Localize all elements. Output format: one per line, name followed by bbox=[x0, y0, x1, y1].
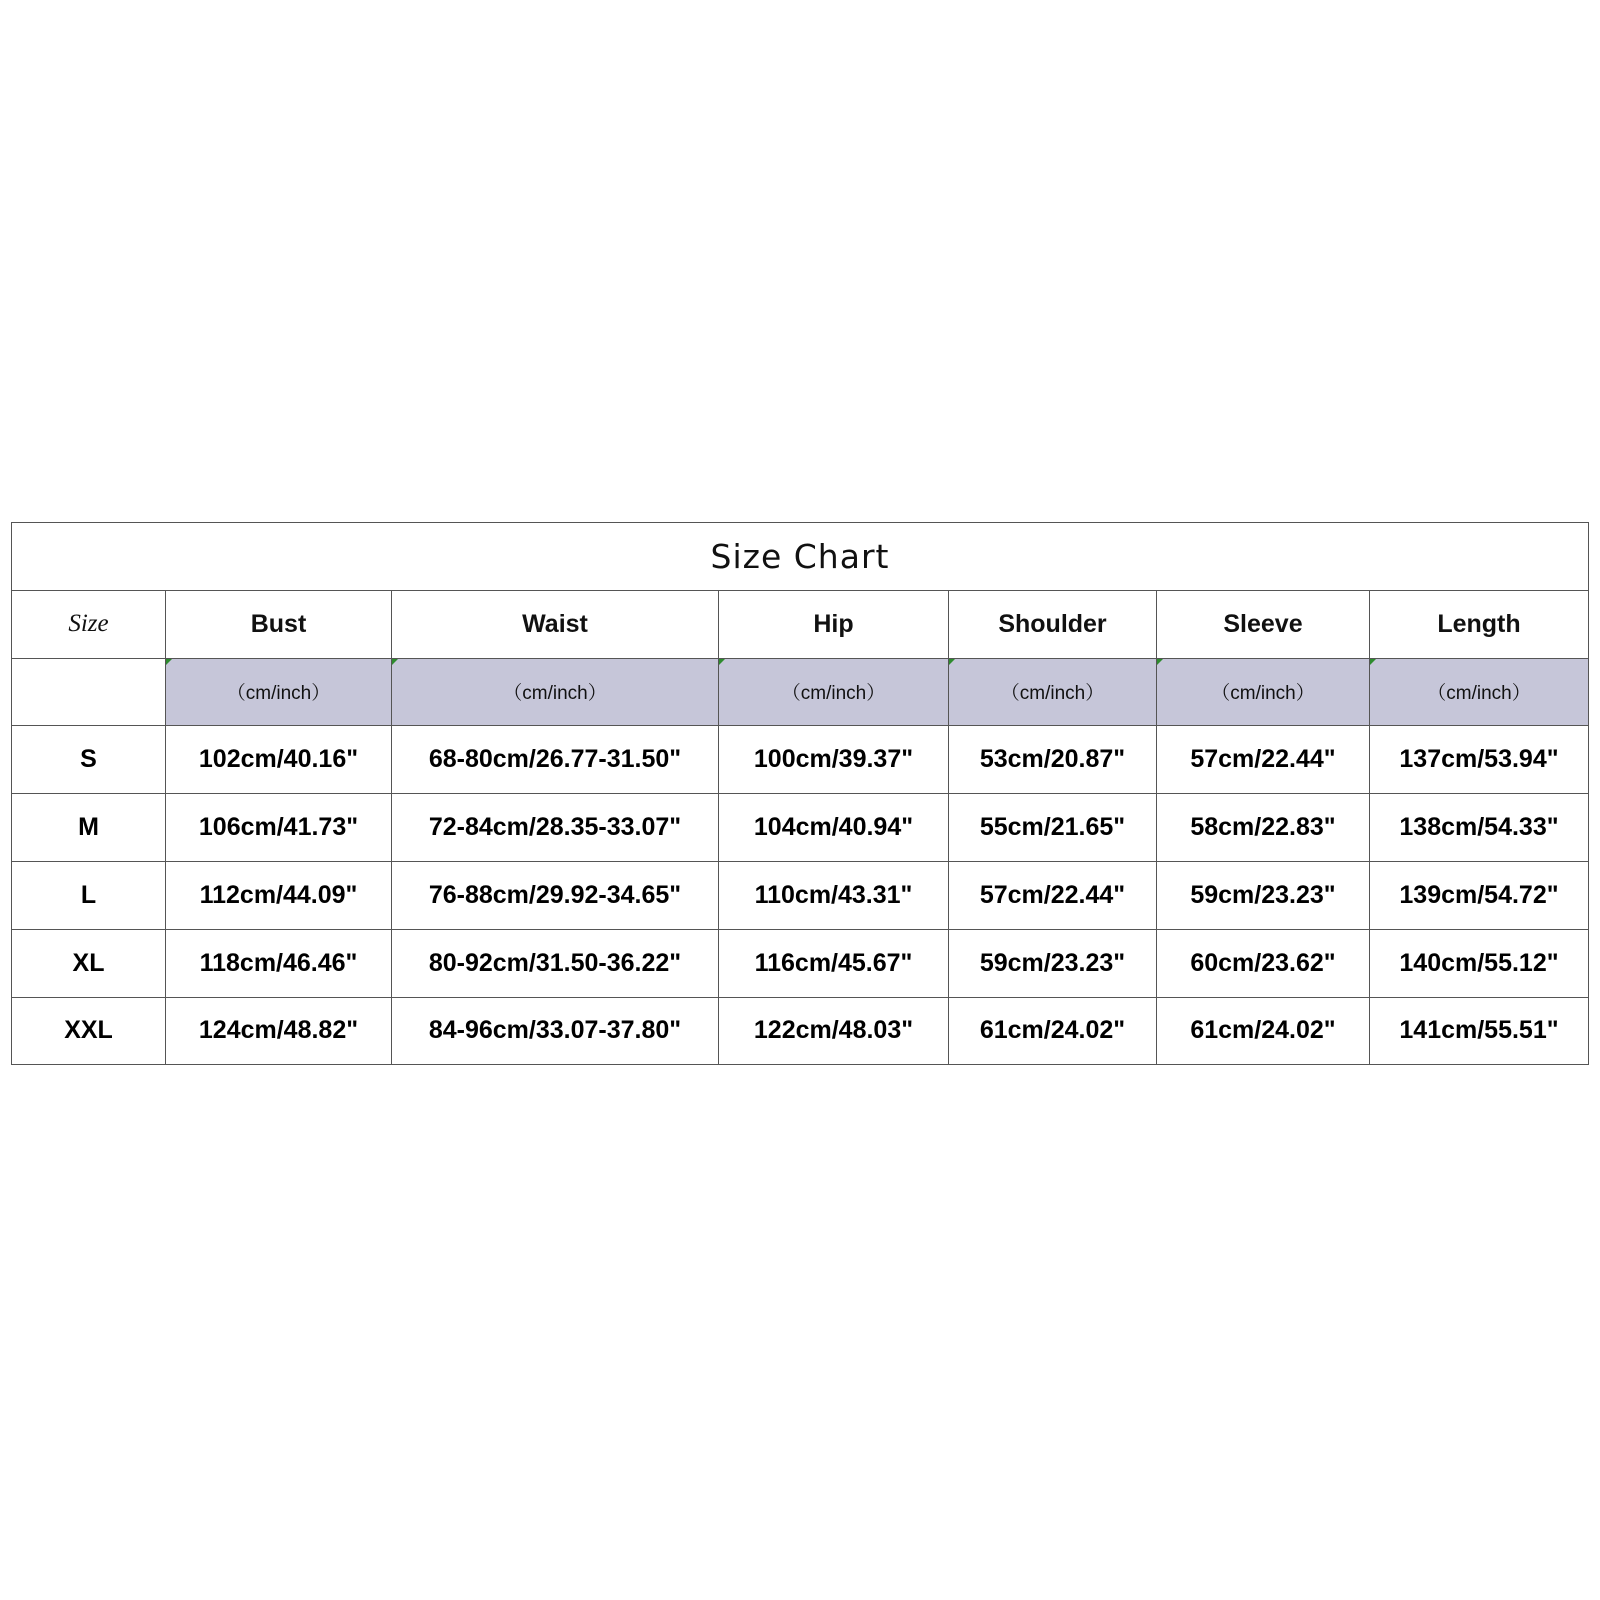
bust-cell: 106cm/41.73" bbox=[166, 794, 392, 862]
waist-cell: 72-84cm/28.35-33.07" bbox=[392, 794, 719, 862]
column-header-bust: Bust bbox=[166, 590, 392, 658]
column-header-waist: Waist bbox=[392, 590, 719, 658]
length-cell: 140cm/55.12" bbox=[1370, 929, 1589, 997]
table-row bbox=[12, 929, 1589, 997]
size-chart-table bbox=[11, 522, 1589, 1065]
unit-cell bbox=[166, 658, 392, 726]
waist-cell: 68-80cm/26.77-31.50" bbox=[392, 726, 719, 794]
waist-cell: 84-96cm/33.07-37.80" bbox=[392, 997, 719, 1065]
waist-cell: 80-92cm/31.50-36.22" bbox=[392, 929, 719, 997]
corner-marker bbox=[166, 659, 172, 665]
table-row bbox=[12, 726, 1589, 794]
length-cell: 138cm/54.33" bbox=[1370, 794, 1589, 862]
bust-cell: 118cm/46.46" bbox=[166, 929, 392, 997]
unit-label: （cm/inch） bbox=[1427, 683, 1531, 705]
shoulder-cell: 59cm/23.23" bbox=[949, 929, 1157, 997]
shoulder-cell: 57cm/22.44" bbox=[949, 861, 1157, 929]
length-cell: 139cm/54.72" bbox=[1370, 861, 1589, 929]
table-row bbox=[12, 794, 1589, 862]
shoulder-cell: 61cm/24.02" bbox=[949, 997, 1157, 1065]
sleeve-cell: 60cm/23.62" bbox=[1157, 929, 1370, 997]
unit-cell bbox=[1370, 658, 1589, 726]
unit-label: （cm/inch） bbox=[1211, 683, 1315, 705]
hip-cell: 104cm/40.94" bbox=[719, 794, 949, 862]
corner-marker bbox=[1370, 659, 1376, 665]
sleeve-cell: 58cm/22.83" bbox=[1157, 794, 1370, 862]
waist-cell: 76-88cm/29.92-34.65" bbox=[392, 861, 719, 929]
header-row bbox=[12, 590, 1589, 658]
bust-cell: 124cm/48.82" bbox=[166, 997, 392, 1065]
unit-row bbox=[12, 658, 1589, 726]
hip-cell: 122cm/48.03" bbox=[719, 997, 949, 1065]
corner-marker bbox=[949, 659, 955, 665]
hip-cell: 100cm/39.37" bbox=[719, 726, 949, 794]
column-header-shoulder: Shoulder bbox=[949, 590, 1157, 658]
unit-cell bbox=[1157, 658, 1370, 726]
column-header-sleeve: Sleeve bbox=[1157, 590, 1370, 658]
unit-label: （cm/inch） bbox=[781, 683, 886, 705]
bust-cell: 102cm/40.16" bbox=[166, 726, 392, 794]
unit-row-blank-cell bbox=[12, 658, 166, 726]
title-row bbox=[12, 523, 1589, 591]
chart-title: Size Chart bbox=[12, 523, 1589, 591]
hip-cell: 110cm/43.31" bbox=[719, 861, 949, 929]
unit-cell bbox=[392, 658, 719, 726]
corner-marker bbox=[719, 659, 725, 665]
sleeve-cell: 61cm/24.02" bbox=[1157, 997, 1370, 1065]
shoulder-cell: 53cm/20.87" bbox=[949, 726, 1157, 794]
hip-cell: 116cm/45.67" bbox=[719, 929, 949, 997]
corner-marker bbox=[1157, 659, 1163, 665]
column-header-hip: Hip bbox=[719, 590, 949, 658]
length-cell: 137cm/53.94" bbox=[1370, 726, 1589, 794]
unit-cell bbox=[949, 658, 1157, 726]
unit-label: （cm/inch） bbox=[1000, 683, 1105, 705]
bust-cell: 112cm/44.09" bbox=[166, 861, 392, 929]
size-cell: XXL bbox=[12, 997, 166, 1065]
column-header-length: Length bbox=[1370, 590, 1589, 658]
shoulder-cell: 55cm/21.65" bbox=[949, 794, 1157, 862]
sleeve-cell: 57cm/22.44" bbox=[1157, 726, 1370, 794]
unit-label: （cm/inch） bbox=[503, 683, 607, 705]
size-column-header: Size bbox=[12, 590, 166, 658]
size-cell: L bbox=[12, 861, 166, 929]
size-cell: XL bbox=[12, 929, 166, 997]
sleeve-cell: 59cm/23.23" bbox=[1157, 861, 1370, 929]
corner-marker bbox=[392, 659, 398, 665]
size-cell: M bbox=[12, 794, 166, 862]
table-row bbox=[12, 997, 1589, 1065]
size-cell: S bbox=[12, 726, 166, 794]
unit-label: （cm/inch） bbox=[226, 683, 331, 705]
unit-cell bbox=[719, 658, 949, 726]
table-row bbox=[12, 861, 1589, 929]
length-cell: 141cm/55.51" bbox=[1370, 997, 1589, 1065]
